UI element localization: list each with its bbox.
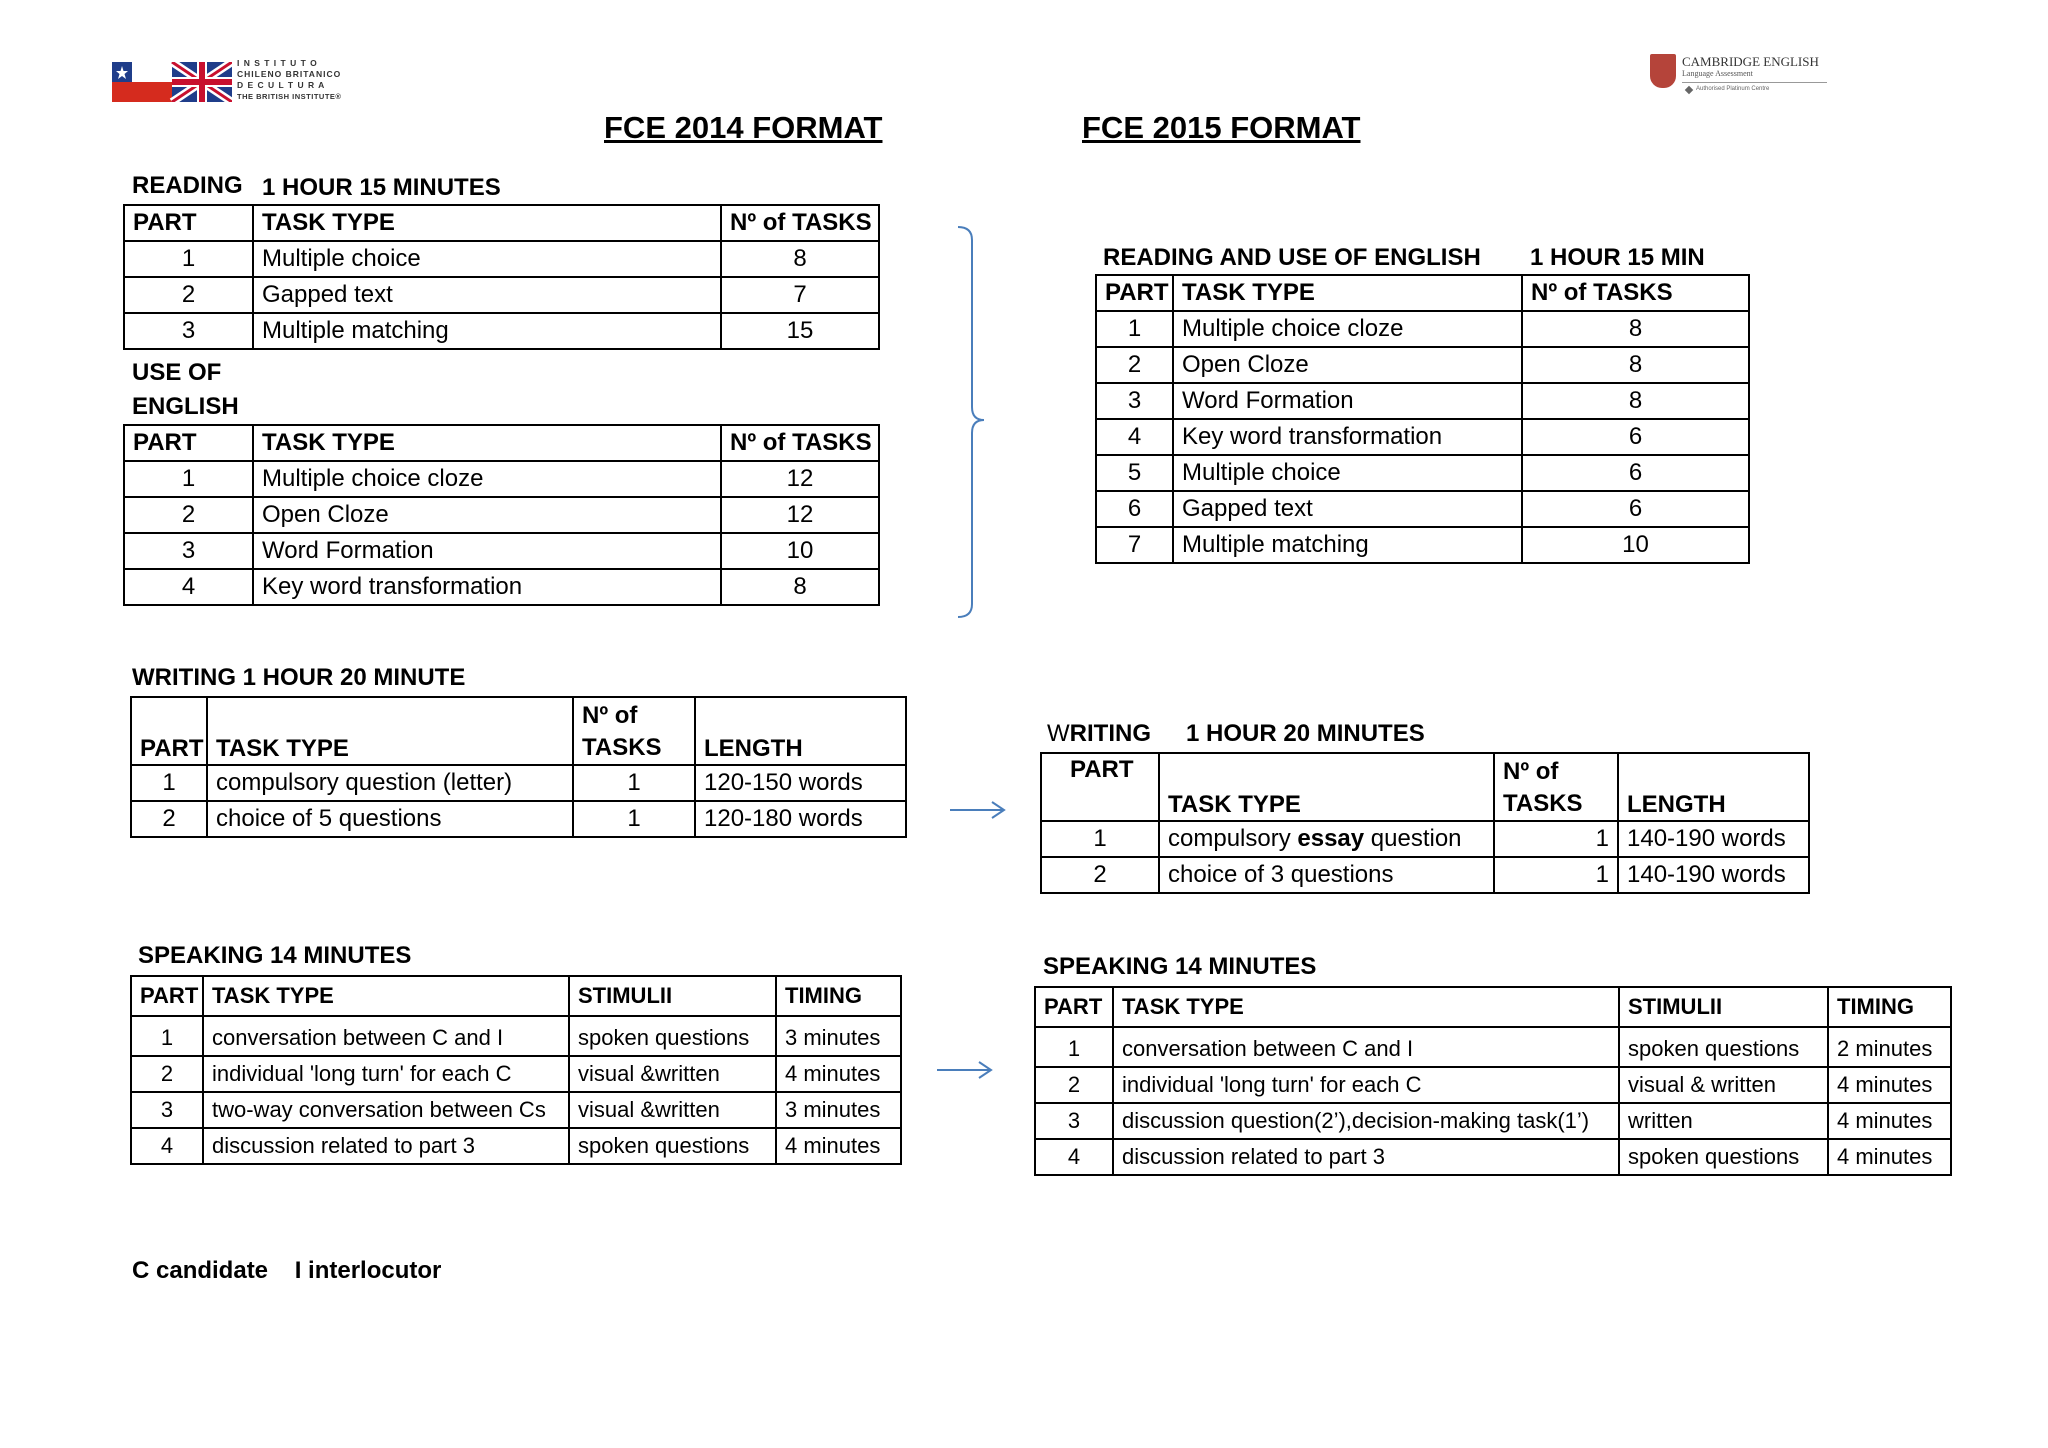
cell-timing: 4 minutes (1828, 1103, 1951, 1139)
cambridge-divider (1682, 82, 1827, 83)
cell-task: choice of 5 questions (207, 801, 573, 837)
table-header-row (1041, 753, 1809, 821)
instituto-line-1: I N S T I T U T O (237, 58, 318, 68)
reading-2014-label: READING (132, 172, 243, 199)
cell-part: 1 (1041, 821, 1159, 857)
header-n-tasks: Nº of TASKS (1522, 275, 1749, 311)
cell-task: conversation between C and I (1113, 1027, 1619, 1067)
cell-count: 6 (1522, 419, 1749, 455)
use-of-english-2014-label-1: USE OF (132, 359, 222, 386)
cambridge-name: CAMBRIDGE ENGLISH (1682, 54, 1819, 69)
table-row (124, 313, 879, 349)
cell-count: 1 (573, 801, 695, 837)
cell-part: 1 (124, 461, 253, 497)
table-header-row (131, 697, 906, 765)
use-of-english-2014-table (123, 424, 880, 606)
table-row (1096, 311, 1749, 347)
flags-icon (112, 62, 232, 102)
header-n-tasks: Nº of TASKS (721, 205, 879, 241)
reading-2014-time: 1 HOUR 15 MINUTES (262, 174, 501, 201)
cell-count: 1 (1494, 857, 1618, 893)
speaking-2015-label: SPEAKING 14 MINUTES (1043, 953, 1317, 980)
writing-2015-time: 1 HOUR 20 MINUTES (1186, 720, 1425, 747)
header-stimulii: STIMULII (569, 976, 776, 1016)
cell-timing: 3 minutes (776, 1016, 901, 1056)
cell-part: 2 (124, 277, 253, 313)
table-row (131, 1092, 901, 1128)
reading-uoe-2015-table (1095, 274, 1750, 564)
cell-timing: 4 minutes (1828, 1067, 1951, 1103)
cell-part: 3 (1096, 383, 1173, 419)
header-n-tasks (1494, 753, 1618, 821)
cambridge-sub: Language Assessment (1682, 69, 1753, 78)
table-header-row (131, 976, 901, 1016)
header-part: PART (124, 425, 253, 461)
cell-task: Multiple choice cloze (253, 461, 721, 497)
header-n-tasks: Nº of TASKS (721, 425, 879, 461)
cell-part: 1 (131, 1016, 203, 1056)
table-row (131, 765, 906, 801)
cell-task: Multiple matching (253, 313, 721, 349)
table-row (1041, 821, 1809, 857)
table-row (131, 1128, 901, 1164)
header-task-type: TASK TYPE (253, 205, 721, 241)
cell-task: conversation between C and I (203, 1016, 569, 1056)
table-row (1035, 1027, 1951, 1067)
table-row (1035, 1103, 1951, 1139)
cell-stimulii: spoken questions (1619, 1027, 1828, 1067)
cell-count: 8 (1522, 311, 1749, 347)
header-n-of: Nº of (582, 702, 638, 729)
cell-task: Multiple choice cloze (1173, 311, 1522, 347)
cell-task: Multiple choice (253, 241, 721, 277)
instituto-line-4: THE BRITISH INSTITUTE® (237, 92, 342, 101)
cell-count: 8 (1522, 383, 1749, 419)
cell-part: 1 (1096, 311, 1173, 347)
cell-part: 2 (124, 497, 253, 533)
cell-count: 10 (1522, 527, 1749, 563)
writing-2015-table (1040, 752, 1810, 894)
instituto-logo (112, 58, 372, 106)
cell-part: 3 (1035, 1103, 1113, 1139)
cell-stimulii: spoken questions (569, 1128, 776, 1164)
cell-timing: 4 minutes (776, 1056, 901, 1092)
table-header-row (1035, 987, 1951, 1027)
header-part: PART (124, 205, 253, 241)
cell-task: individual 'long turn' for each C (1113, 1067, 1619, 1103)
cell-part: 1 (131, 765, 207, 801)
cell-count: 12 (721, 497, 879, 533)
cell-task: compulsory question (letter) (207, 765, 573, 801)
cell-part: 7 (1096, 527, 1173, 563)
cell-task: Word Formation (253, 533, 721, 569)
task-pre: choice of 3 questions (1168, 861, 1394, 888)
cell-count: 15 (721, 313, 879, 349)
instituto-line-2: CHILENO BRITANICO (237, 69, 342, 79)
speaking-2014-table (130, 975, 902, 1165)
cambridge-logo (1650, 52, 1860, 98)
arrow-right-icon (935, 1058, 995, 1082)
header-task-type: TASK TYPE (203, 976, 569, 1016)
table-row (124, 277, 879, 313)
table-header-row (124, 425, 879, 461)
cell-task: Gapped text (1173, 491, 1522, 527)
cell-part: 1 (124, 241, 253, 277)
cambridge-crest-icon (1650, 54, 1676, 88)
cell-stimulii: visual & written (1619, 1067, 1828, 1103)
cell-task: Open Cloze (253, 497, 721, 533)
header-task-type: TASK TYPE (207, 697, 573, 765)
writing-2015-label-first: W (1047, 720, 1070, 747)
legend: C candidate I interlocutor (132, 1257, 442, 1284)
task-bold: essay (1297, 825, 1365, 852)
table-header-row (1096, 275, 1749, 311)
cell-count: 7 (721, 277, 879, 313)
header-tasks: TASKS (1503, 790, 1583, 817)
cell-length: 140-190 words (1618, 821, 1809, 857)
cell-task: Word Formation (1173, 383, 1522, 419)
speaking-2014-label: SPEAKING 14 MINUTES (138, 942, 412, 969)
cell-stimulii: spoken questions (569, 1016, 776, 1056)
table-header-row (124, 205, 879, 241)
header-length: LENGTH (695, 697, 906, 765)
cell-task: Key word transformation (1173, 419, 1522, 455)
title-fce-2014: FCE 2014 FORMAT (604, 110, 883, 145)
table-row (1041, 857, 1809, 893)
cell-timing: 3 minutes (776, 1092, 901, 1128)
title-fce-2015: FCE 2015 FORMAT (1082, 110, 1361, 145)
table-row (124, 569, 879, 605)
cell-count: 6 (1522, 455, 1749, 491)
cell-task: Multiple choice (1173, 455, 1522, 491)
header-part: PART (131, 976, 203, 1016)
cell-part: 4 (131, 1128, 203, 1164)
table-row (131, 1056, 901, 1092)
bracket-icon (950, 222, 990, 622)
table-row (1096, 527, 1749, 563)
cell-part: 4 (1035, 1139, 1113, 1175)
cell-timing: 4 minutes (776, 1128, 901, 1164)
cell-stimulii: visual &written (569, 1092, 776, 1128)
cell-count: 8 (1522, 347, 1749, 383)
reading-uoe-2015-time: 1 HOUR 15 MIN (1530, 244, 1705, 271)
cell-task: individual 'long turn' for each C (203, 1056, 569, 1092)
cell-length: 120-150 words (695, 765, 906, 801)
header-stimulii: STIMULII (1619, 987, 1828, 1027)
table-row (1096, 347, 1749, 383)
cell-task: Gapped text (253, 277, 721, 313)
cell-part: 2 (131, 801, 207, 837)
writing-2014-label: WRITING 1 HOUR 20 MINUTE (132, 664, 466, 691)
speaking-2015-table (1034, 986, 1952, 1176)
cell-task: Key word transformation (253, 569, 721, 605)
cell-part: 5 (1096, 455, 1173, 491)
cell-length: 140-190 words (1618, 857, 1809, 893)
cell-count: 6 (1522, 491, 1749, 527)
cell-task: Multiple matching (1173, 527, 1522, 563)
header-part: PART (131, 697, 207, 765)
writing-2015-label (1047, 720, 1151, 748)
cell-count: 10 (721, 533, 879, 569)
cell-task (1159, 857, 1494, 893)
header-task-type: TASK TYPE (1173, 275, 1522, 311)
header-task-type: TASK TYPE (1159, 753, 1494, 821)
arrow-right-icon (948, 798, 1008, 822)
cell-part: 3 (131, 1092, 203, 1128)
reading-2014-table (123, 204, 880, 350)
cell-stimulii: visual &written (569, 1056, 776, 1092)
cell-part: 2 (1096, 347, 1173, 383)
header-tasks: TASKS (582, 734, 662, 761)
writing-2014-table (130, 696, 907, 838)
instituto-line-3: D E C U L T U R A (237, 80, 326, 90)
diamond-icon (1685, 86, 1693, 94)
cell-timing: 2 minutes (1828, 1027, 1951, 1067)
cell-task: discussion related to part 3 (1113, 1139, 1619, 1175)
header-n-tasks (573, 697, 695, 765)
cell-task (1159, 821, 1494, 857)
header-task-type: TASK TYPE (253, 425, 721, 461)
header-timing: TIMING (1828, 987, 1951, 1027)
use-of-english-2014-label-2: ENGLISH (132, 393, 239, 420)
cell-stimulii: written (1619, 1103, 1828, 1139)
cell-part: 2 (1041, 857, 1159, 893)
table-row (1035, 1139, 1951, 1175)
table-row (1035, 1067, 1951, 1103)
cell-count: 1 (1494, 821, 1618, 857)
header-part: PART (1096, 275, 1173, 311)
cell-part: 2 (1035, 1067, 1113, 1103)
cell-count: 12 (721, 461, 879, 497)
cell-count: 1 (573, 765, 695, 801)
cell-timing: 4 minutes (1828, 1139, 1951, 1175)
table-row (131, 801, 906, 837)
reading-uoe-2015-label: READING AND USE OF ENGLISH (1103, 244, 1481, 271)
cell-task: Open Cloze (1173, 347, 1522, 383)
header-timing: TIMING (776, 976, 901, 1016)
table-row (124, 533, 879, 569)
table-row (1096, 383, 1749, 419)
cell-part: 2 (131, 1056, 203, 1092)
table-row (124, 241, 879, 277)
cambridge-cert: Authorised Platinum Centre (1696, 86, 1770, 92)
header-n-of: Nº of (1503, 758, 1559, 785)
task-post: question (1364, 825, 1462, 852)
table-row (131, 1016, 901, 1056)
header-length: LENGTH (1618, 753, 1809, 821)
header-part: PART (1041, 753, 1159, 821)
table-row (1096, 491, 1749, 527)
cell-task: discussion question(2’),decision-making task(1’) (1113, 1103, 1619, 1139)
task-pre: compulsory (1168, 825, 1298, 852)
cell-task: two-way conversation between Cs (203, 1092, 569, 1128)
writing-2015-label-rest: RITING (1069, 720, 1151, 747)
header-part: PART (1035, 987, 1113, 1027)
cell-stimulii: spoken questions (1619, 1139, 1828, 1175)
cell-count: 8 (721, 241, 879, 277)
table-row (1096, 455, 1749, 491)
table-row (1096, 419, 1749, 455)
header-task-type: TASK TYPE (1113, 987, 1619, 1027)
cell-part: 4 (124, 569, 253, 605)
cell-part: 1 (1035, 1027, 1113, 1067)
cell-count: 8 (721, 569, 879, 605)
cell-task: discussion related to part 3 (203, 1128, 569, 1164)
cell-part: 3 (124, 313, 253, 349)
cell-length: 120-180 words (695, 801, 906, 837)
table-row (124, 497, 879, 533)
table-row (124, 461, 879, 497)
cell-part: 3 (124, 533, 253, 569)
cell-part: 4 (1096, 419, 1173, 455)
cell-part: 6 (1096, 491, 1173, 527)
